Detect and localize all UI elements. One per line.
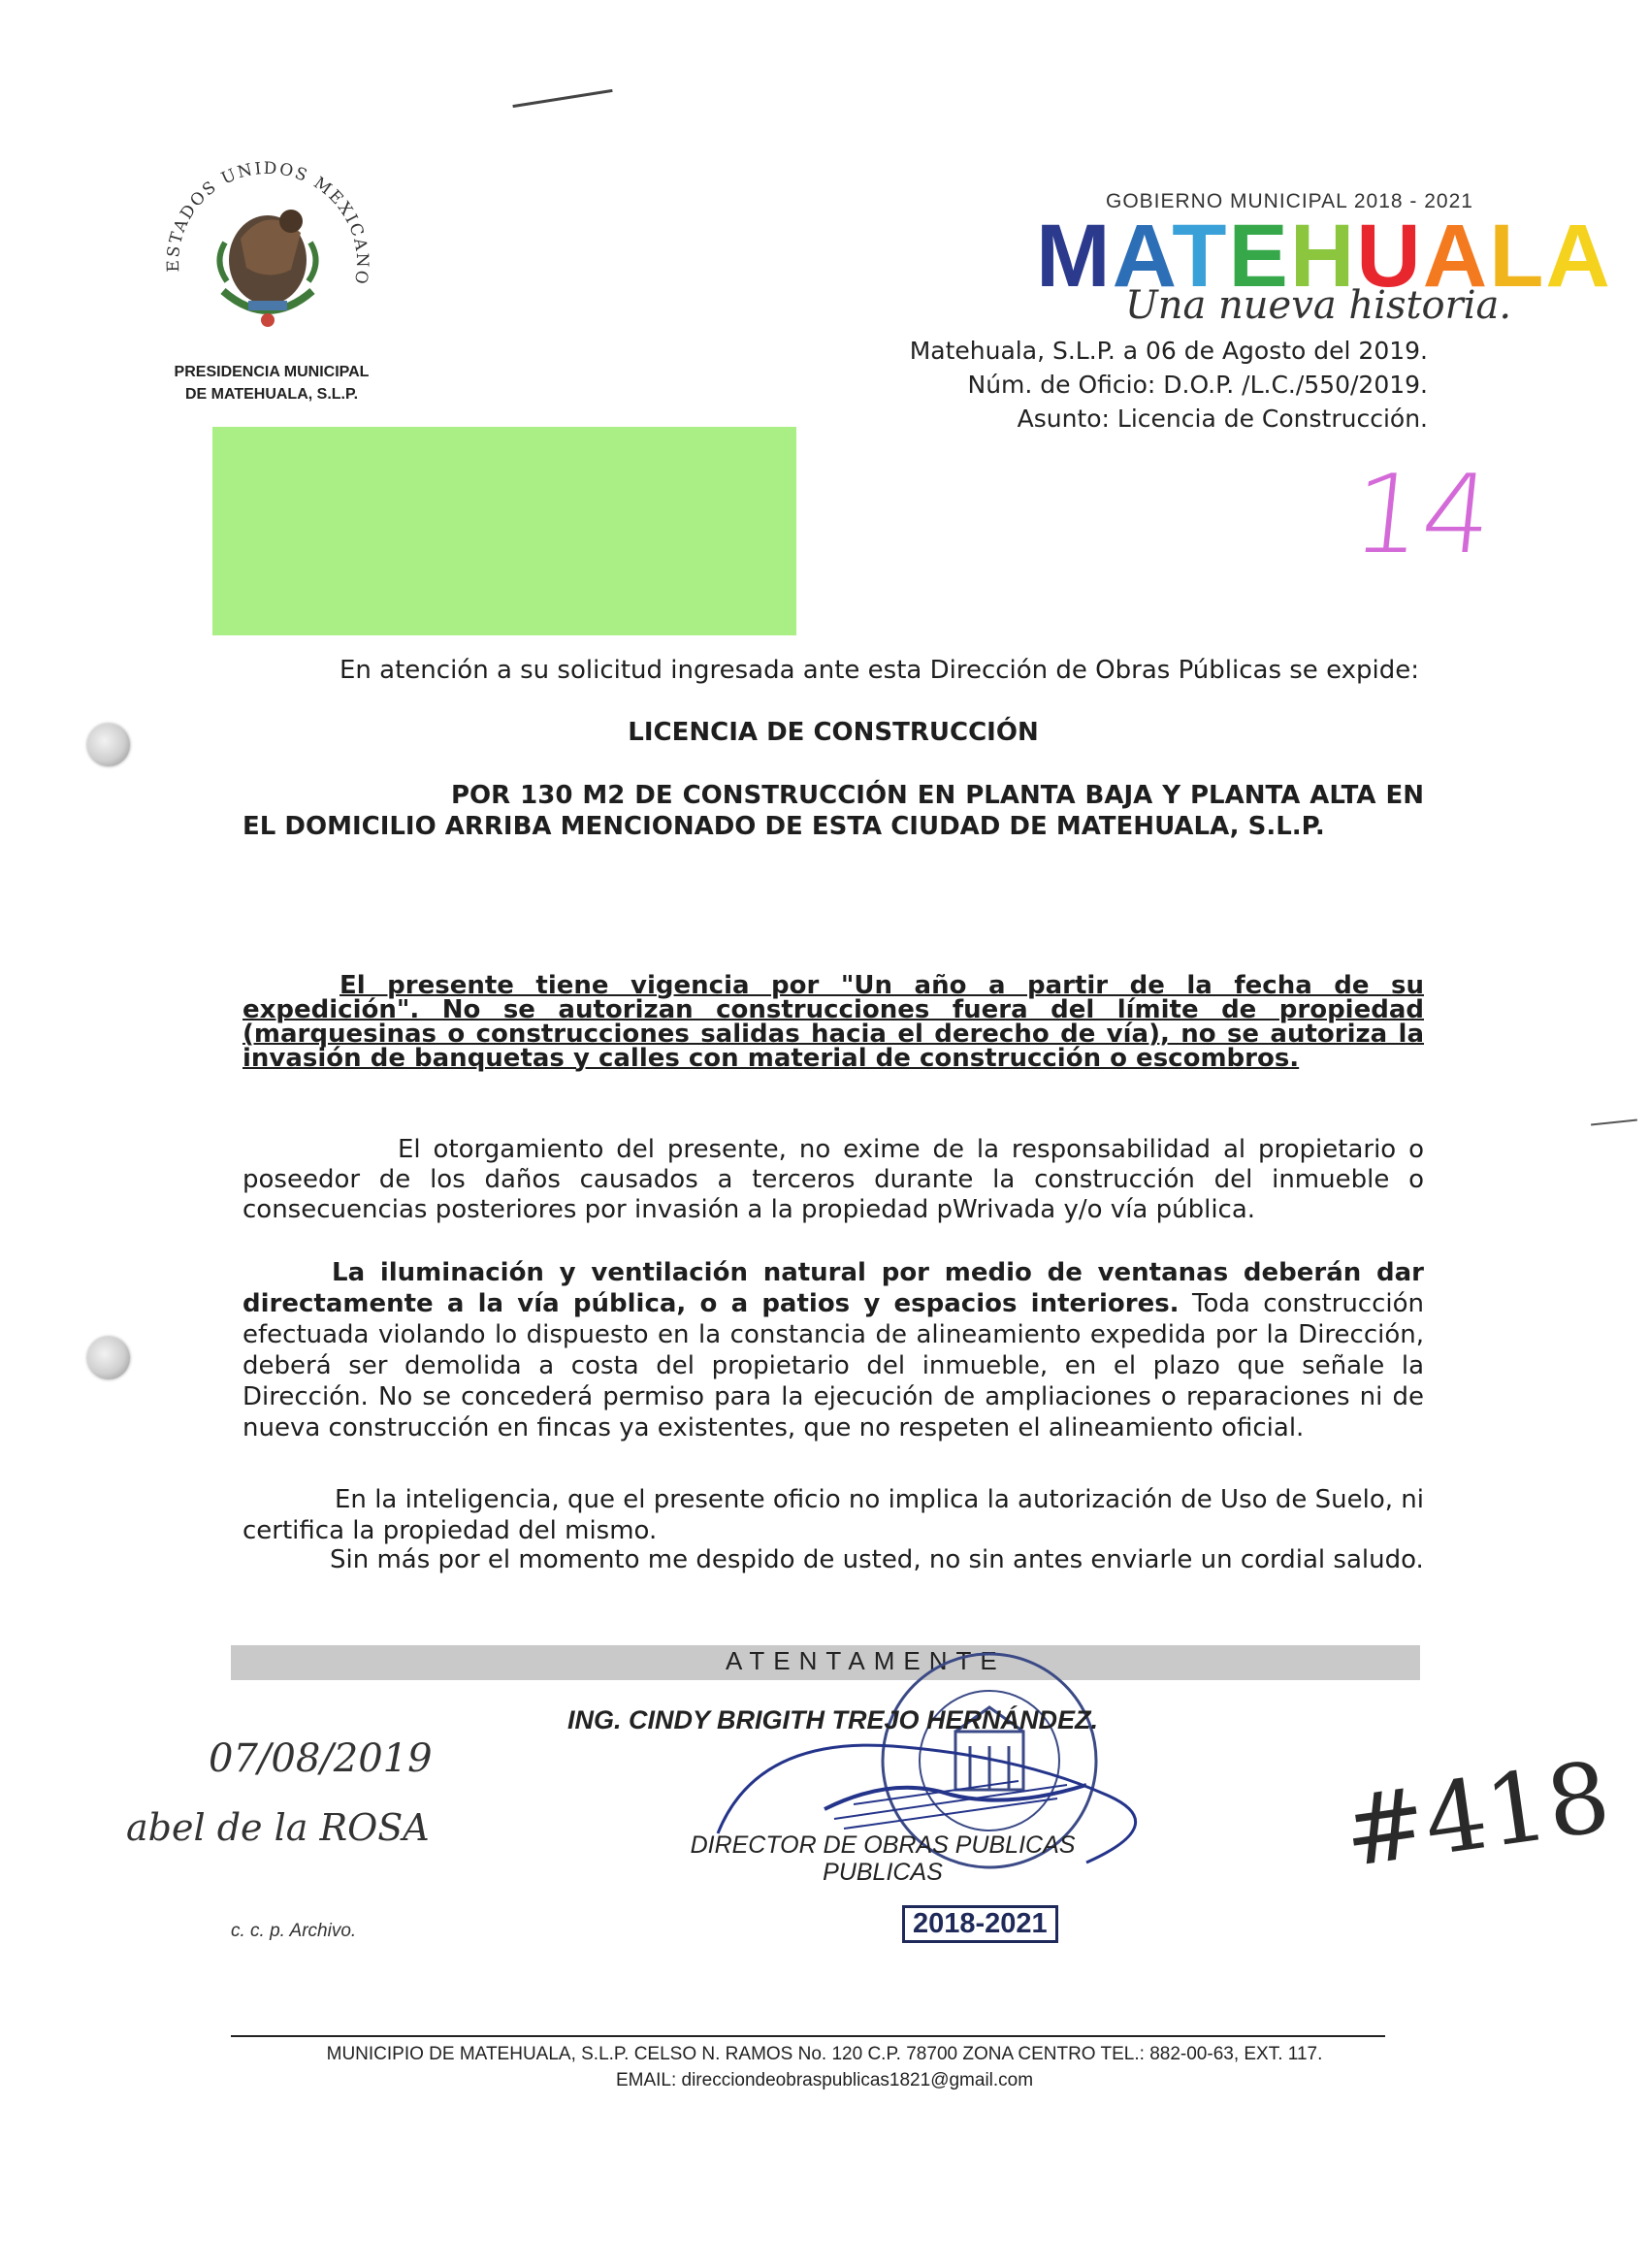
brand-letter: A <box>1422 207 1490 306</box>
lighting-paragraph <box>242 1257 1424 1443</box>
brand-letter: U <box>1356 207 1423 306</box>
punch-hole-bottom <box>87 1337 130 1379</box>
intro-text: En atención a su solicitud ingresada ante esta Dirección de Obras Públicas se expide: <box>340 656 1419 685</box>
footer-address: MUNICIPIO DE MATEHUALA, S.L.P. CELSO N. RAMOS No. 120 C.P. 78700 ZONA CENTRO TEL.: 882-00-63, EXT. 117. <box>326 2044 1323 2064</box>
atentamente-label: ATENTAMENTE <box>726 1646 1006 1675</box>
brand-letter: M <box>1036 207 1113 306</box>
brand-slogan: Una nueva historia. <box>1125 283 1512 328</box>
brand-letter: T <box>1172 207 1229 306</box>
punch-hole-top <box>87 724 130 766</box>
responsibility-paragraph <box>242 1135 1424 1225</box>
national-seal <box>155 146 380 357</box>
redacted-recipient <box>212 427 796 635</box>
gov-period: GOBIERNO MUNICIPAL 2018 - 2021 <box>1106 190 1473 212</box>
oficio-number: Núm. de Oficio: D.O.P. /L.C./550/2019. <box>967 371 1428 399</box>
validity-paragraph <box>242 971 1424 1073</box>
license-detail-text: POR 130 M2 DE CONSTRUCCIÓN EN PLANTA BAJA Y PLANTA ALTA EN EL DOMICILIO ARRIBA MENCIONADO DE ESTA CIUDAD DE MATEHUALA, S.L.P. <box>242 781 1424 841</box>
footer-divider <box>231 2035 1385 2037</box>
brand-letter: A <box>1545 207 1612 306</box>
place-date: Matehuala, S.L.P. a 06 de Agosto del 2019. <box>909 337 1428 365</box>
license-detail <box>242 780 1424 842</box>
lighting-rest-text: Toda construcción efectuada violando lo dispuesto en la constancia de alineamiento expedida por la Dirección, deberá ser demolida a costa del propietario del inmueble, en el plazo que señale la Dirección. No se concederá permiso para la ejecución de ampliaciones o reparaciones ni de nueva construcción en fincas ya existentes, que no respeten el alineamiento oficial. <box>242 1289 1424 1442</box>
brand-letter: A <box>1112 207 1173 306</box>
validity-text: El presente tiene vigencia por "Un año a partir de la fecha de su expedición". No se autorizan construcciones fuera del límite de propiedad (marquesinas o construcciones salidas hacia el derecho de vía), no se autoriza la invasión de banquetas y calles con material de construcción o escombros. <box>242 971 1424 1073</box>
issuer-line-1: PRESIDENCIA MUNICIPAL <box>174 364 370 380</box>
handwritten-date: 07/08/2019 <box>209 1736 433 1781</box>
scan-stroke-right <box>1591 1118 1637 1125</box>
land-use-paragraph <box>242 1484 1424 1546</box>
signatory-title-line-2: PUBLICAS <box>823 1859 943 1886</box>
intro-paragraph <box>242 654 1424 687</box>
footer-email: EMAIL: direcciondeobraspublicas1821@gmail.com <box>615 2070 1034 2090</box>
subject-line: Asunto: Licencia de Construcción. <box>1017 405 1428 433</box>
lighting-bold-text: La iluminación y ventilación natural por medio de ventanas deberán dar directamente a la vía pública, o a patios y espacios interiores. <box>242 1258 1424 1318</box>
handwritten-case-number: #418 <box>1337 1739 1617 1890</box>
page-number-annotation: 14 <box>1346 452 1499 578</box>
handwritten-name: abel de la ROSA <box>126 1806 430 1849</box>
signatory-title-line-1: DIRECTOR DE OBRAS PUBLICAS <box>690 1831 1076 1859</box>
land-use-text: En la inteligencia, que el presente oficio no implica la autorización de Uso de Suelo, ni certifica la propiedad del mismo. <box>242 1485 1424 1545</box>
issuer-block <box>146 361 398 405</box>
closing-text: Sin más por el momento me despido de usted, no sin antes enviarle un cordial saludo. <box>330 1545 1424 1574</box>
issuer-line-2: DE MATEHUALA, S.L.P. <box>184 386 359 403</box>
footer <box>204 2041 1445 2093</box>
eagle-seal-icon <box>155 146 380 357</box>
signatory-name: ING. CINDY BRIGITH TREJO HERNÁNDEZ. <box>567 1705 1099 1734</box>
responsibility-text: El otorgamiento del presente, no exime de la responsabilidad al propietario o poseedor de los daños causados a terceros durante la construcción del inmueble o consecuencias posteriores por invasión a la propiedad pWrivada y/o vía pública. <box>242 1135 1424 1224</box>
signatory-title <box>640 1831 1125 1886</box>
brand-letter: L <box>1489 207 1546 306</box>
scan-stroke-top <box>512 89 612 108</box>
brand-letter: H <box>1289 207 1357 306</box>
letter-header <box>749 334 1428 436</box>
license-title: LICENCIA DE CONSTRUCCIÓN <box>628 718 1039 747</box>
brand-letter: E <box>1228 207 1290 306</box>
closing-paragraph <box>242 1544 1424 1575</box>
stamp-year: 2018-2021 <box>902 1905 1058 1943</box>
seal-arc-text: ESTADOS UNIDOS MEXICANO <box>163 158 372 287</box>
carbon-copy: c. c. p. Archivo. <box>231 1921 357 1941</box>
